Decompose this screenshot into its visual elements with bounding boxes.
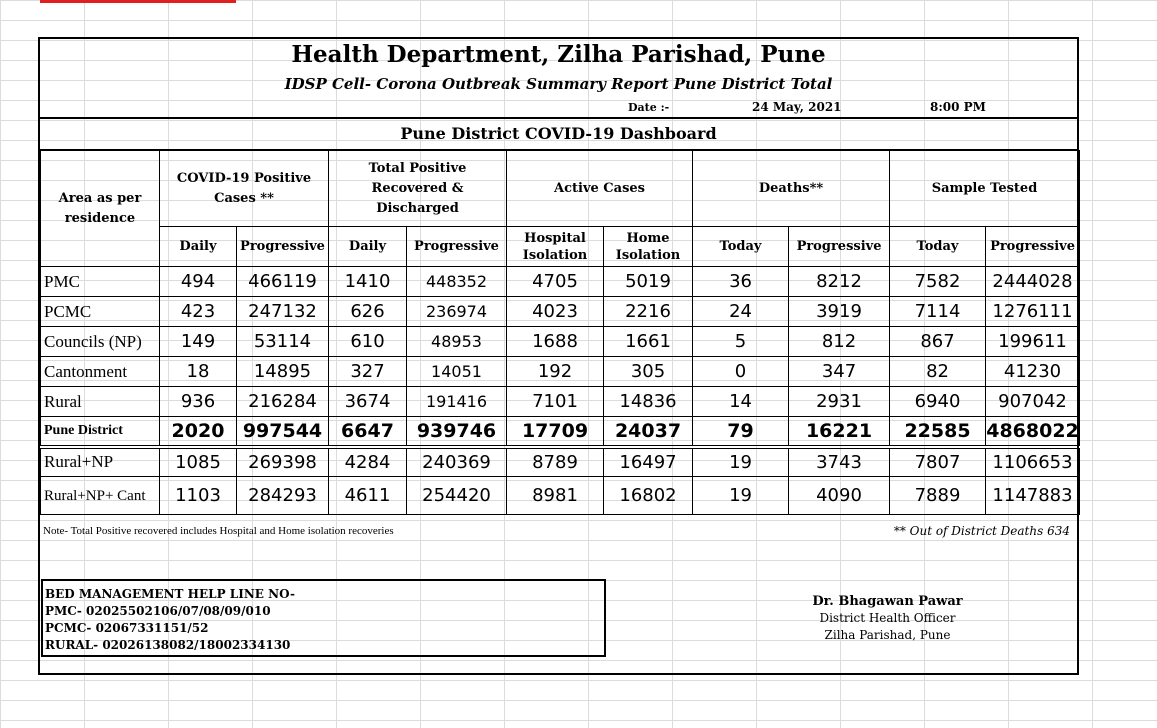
officer-office: Zilha Parishad, Pune — [824, 628, 951, 642]
report-date: 24 May, 2021 — [752, 100, 842, 114]
sample-today-cell: 7582 — [890, 267, 986, 297]
pos-daily-cell: 1085 — [160, 447, 237, 477]
sample-progressive-cell: 1147883 — [986, 477, 1080, 515]
total-death-progressive-cell: 16221 — [789, 417, 890, 447]
sample-today-cell: 7807 — [890, 447, 986, 477]
sample-progressive-cell: 41230 — [986, 357, 1080, 387]
report-subtitle: IDSP Cell- Corona Outbreak Summary Report Pune District Total — [284, 75, 833, 93]
hospital-cell: 8981 — [507, 477, 604, 515]
samples-header: Sample Tested — [890, 151, 1080, 227]
recovered-header: Total Positive Recovered & Discharged — [329, 151, 507, 227]
death-today-cell: 19 — [693, 477, 789, 515]
sample-progressive-cell: 199611 — [986, 327, 1080, 357]
home-cell: 305 — [604, 357, 693, 387]
table-row — [41, 357, 1080, 387]
home-cell: 16497 — [604, 447, 693, 477]
sample-progressive-header: Progressive — [986, 227, 1080, 267]
rec-daily-cell: 1410 — [329, 267, 407, 297]
bed-helpline-box — [41, 579, 606, 657]
pos-progressive-cell: 247132 — [237, 297, 329, 327]
deaths-header: Deaths** — [693, 151, 890, 227]
hospital-cell: 4705 — [507, 267, 604, 297]
sample-today-cell: 867 — [890, 327, 986, 357]
death-progressive-cell: 4090 — [789, 477, 890, 515]
rec-progressive-header: Progressive — [407, 227, 507, 267]
rec-progressive-cell: 254420 — [407, 477, 507, 515]
pos-progressive-cell: 269398 — [237, 447, 329, 477]
sample-today-cell: 7889 — [890, 477, 986, 515]
table-row — [41, 327, 1080, 357]
officer-signature-block — [760, 593, 1015, 644]
table-row — [41, 267, 1080, 297]
helpline-rural: RURAL- 02026138082/18002334130 — [45, 638, 291, 652]
total-sample-today-cell: 22585 — [890, 417, 986, 447]
rec-progressive-cell: 448352 — [407, 267, 507, 297]
total-hospital-cell: 17709 — [507, 417, 604, 447]
table-row — [41, 387, 1080, 417]
total-area-cell: Pune District — [41, 417, 160, 447]
home-cell: 1661 — [604, 327, 693, 357]
table-row — [41, 447, 1080, 477]
hospital-cell: 1688 — [507, 327, 604, 357]
death-progressive-cell: 812 — [789, 327, 890, 357]
sample-today-cell: 82 — [890, 357, 986, 387]
rec-daily-cell: 4284 — [329, 447, 407, 477]
sheet-tab-accent — [40, 0, 236, 3]
death-today-cell: 19 — [693, 447, 789, 477]
pos-daily-cell: 1103 — [160, 477, 237, 515]
rec-daily-cell: 327 — [329, 357, 407, 387]
home-isolation-header: Home Isolation — [604, 227, 693, 267]
death-today-cell: 24 — [693, 297, 789, 327]
area-cell: Rural+NP — [41, 447, 160, 477]
total-row — [41, 417, 1080, 447]
hospital-cell: 7101 — [507, 387, 604, 417]
home-cell: 14836 — [604, 387, 693, 417]
pos-daily-cell: 18 — [160, 357, 237, 387]
area-cell: Rural — [41, 387, 160, 417]
area-header: Area as per residence — [41, 151, 160, 267]
officer-designation: District Health Officer — [819, 611, 956, 625]
death-today-cell: 5 — [693, 327, 789, 357]
pos-daily-header: Daily — [160, 227, 237, 267]
death-today-cell: 14 — [693, 387, 789, 417]
rec-progressive-cell: 14051 — [407, 357, 507, 387]
helpline-pcmc: PCMC- 02067331151/52 — [45, 621, 209, 635]
recovery-note: Note- Total Positive recovered includes Hospital and Home isolation recoveries — [43, 525, 394, 537]
dashboard-title: Pune District COVID-19 Dashboard — [40, 119, 1077, 151]
total-pos-daily-cell: 2020 — [160, 417, 237, 447]
sample-progressive-cell: 1276111 — [986, 297, 1080, 327]
hospital-cell: 192 — [507, 357, 604, 387]
table-row — [41, 297, 1080, 327]
sample-progressive-cell: 907042 — [986, 387, 1080, 417]
pos-daily-cell: 494 — [160, 267, 237, 297]
pos-progressive-cell: 466119 — [237, 267, 329, 297]
sample-progressive-cell: 1106653 — [986, 447, 1080, 477]
officer-name: Dr. Bhagawan Pawar — [812, 594, 963, 609]
out-of-district-deaths-note: ** Out of District Deaths 634 — [893, 524, 1070, 538]
active-cases-header: Active Cases — [507, 151, 693, 227]
area-cell: Cantonment — [41, 357, 160, 387]
total-rec-daily-cell: 6647 — [329, 417, 407, 447]
positive-cases-header: COVID-19 Positive Cases ** — [160, 151, 329, 227]
home-cell: 2216 — [604, 297, 693, 327]
hospital-cell: 8789 — [507, 447, 604, 477]
sample-today-cell: 6940 — [890, 387, 986, 417]
pos-progressive-cell: 216284 — [237, 387, 329, 417]
death-progressive-cell: 3743 — [789, 447, 890, 477]
total-death-today-cell: 79 — [693, 417, 789, 447]
pos-progressive-cell: 14895 — [237, 357, 329, 387]
pos-daily-cell: 149 — [160, 327, 237, 357]
report-sheet — [38, 37, 1079, 675]
bed-helpline-title: BED MANAGEMENT HELP LINE NO- — [45, 587, 295, 601]
hospital-isolation-header: Hospital Isolation — [507, 227, 604, 267]
death-today-cell: 36 — [693, 267, 789, 297]
sample-today-header: Today — [890, 227, 986, 267]
rec-progressive-cell: 48953 — [407, 327, 507, 357]
death-progressive-cell: 2931 — [789, 387, 890, 417]
sample-progressive-cell: 2444028 — [986, 267, 1080, 297]
death-progressive-cell: 347 — [789, 357, 890, 387]
death-progressive-cell: 3919 — [789, 297, 890, 327]
area-cell: PMC — [41, 267, 160, 297]
death-today-cell: 0 — [693, 357, 789, 387]
pos-daily-cell: 423 — [160, 297, 237, 327]
pos-progressive-cell: 53114 — [237, 327, 329, 357]
date-label: Date :- — [628, 101, 670, 114]
area-cell: PCMC — [41, 297, 160, 327]
area-cell: Councils (NP) — [41, 327, 160, 357]
rec-daily-cell: 4611 — [329, 477, 407, 515]
rec-daily-header: Daily — [329, 227, 407, 267]
total-pos-progressive-cell: 997544 — [237, 417, 329, 447]
covid-summary-table — [40, 150, 1080, 515]
helpline-pmc: PMC- 02025502106/07/08/09/010 — [45, 604, 271, 618]
rec-progressive-cell: 240369 — [407, 447, 507, 477]
report-title: Health Department, Zilha Parishad, Pune — [291, 41, 826, 68]
rec-daily-cell: 610 — [329, 327, 407, 357]
total-home-cell: 24037 — [604, 417, 693, 447]
rec-progressive-cell: 191416 — [407, 387, 507, 417]
hospital-cell: 4023 — [507, 297, 604, 327]
area-cell: Rural+NP+ Cant — [41, 477, 160, 515]
rec-daily-cell: 3674 — [329, 387, 407, 417]
table-row — [41, 477, 1080, 515]
report-header — [40, 39, 1077, 119]
home-cell: 5019 — [604, 267, 693, 297]
death-progressive-cell: 8212 — [789, 267, 890, 297]
rec-progressive-cell: 236974 — [407, 297, 507, 327]
pos-progressive-header: Progressive — [237, 227, 329, 267]
total-rec-progressive-cell: 939746 — [407, 417, 507, 447]
home-cell: 16802 — [604, 477, 693, 515]
total-sample-progressive-cell: 4868022 — [986, 417, 1080, 447]
death-today-header: Today — [693, 227, 789, 267]
pos-daily-cell: 936 — [160, 387, 237, 417]
death-progressive-header: Progressive — [789, 227, 890, 267]
rec-daily-cell: 626 — [329, 297, 407, 327]
pos-progressive-cell: 284293 — [237, 477, 329, 515]
sample-today-cell: 7114 — [890, 297, 986, 327]
report-time: 8:00 PM — [930, 100, 986, 114]
